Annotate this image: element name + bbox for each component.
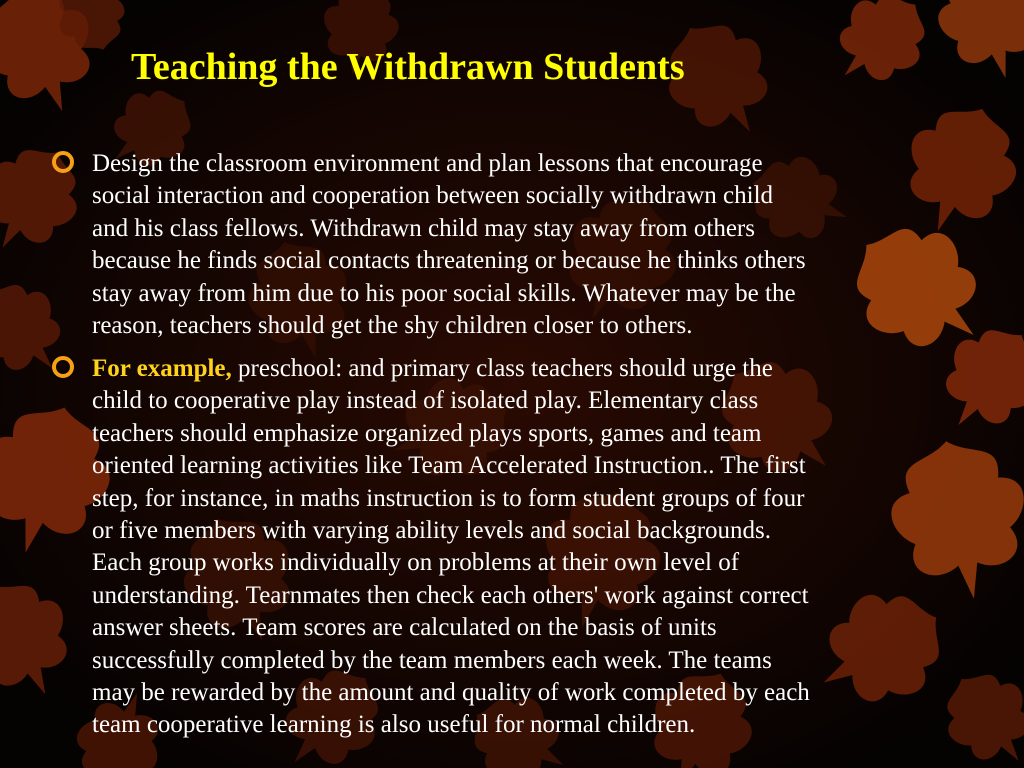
text-line: Each group works individually on problems at their own level of [92,549,740,577]
text-line: step, for instance, in maths instruction is to form student groups of four [92,484,805,512]
example-lead: For example, [92,355,232,382]
text-line: may be rewarded by the amount and quality of work completed by each [92,679,810,707]
text-line: reason, teachers should get the shy children closer to others. [92,312,693,340]
text-line: because he finds social contacts threatening or because he thinks others [92,247,806,275]
text-line: teachers should emphasize organized plays sports, games and team [92,419,762,447]
text-line: oriented learning activities like Team Accelerated Instruction.. The first [92,452,806,480]
text-line: answer sheets. Team scores are calculated on the basis of units [92,614,717,642]
text-line: child to cooperative play instead of isolated play. Elementary class [92,387,759,415]
text-line: social interaction and cooperation between socially withdrawn child [92,182,774,210]
text-line: understanding. Tearnmates then check each others' work against correct [92,581,809,609]
text-line: Design the classroom environment and plan lessons that encourage [92,150,763,177]
first-line-rest: preschool: and primary class teachers should urge the [231,355,773,382]
slide-title: Teaching the Withdrawn Students [131,46,685,88]
bullet-text-1 [92,148,962,342]
text-line: stay away from him due to his poor social skills. Whatever may be the [92,279,796,307]
text-line: or five members with varying ability levels and social backgrounds. [92,517,771,545]
ring-bullet-icon [52,151,74,173]
text-line: successfully completed by the team members each week. The teams [92,646,772,674]
text-line: team cooperative learning is also useful for normal children. [92,711,696,739]
ring-bullet-icon [52,356,74,378]
text-line: and his class fellows. Withdrawn child may stay away from others [92,214,755,242]
text-line [92,353,962,385]
bullet-text-2 [92,353,962,742]
